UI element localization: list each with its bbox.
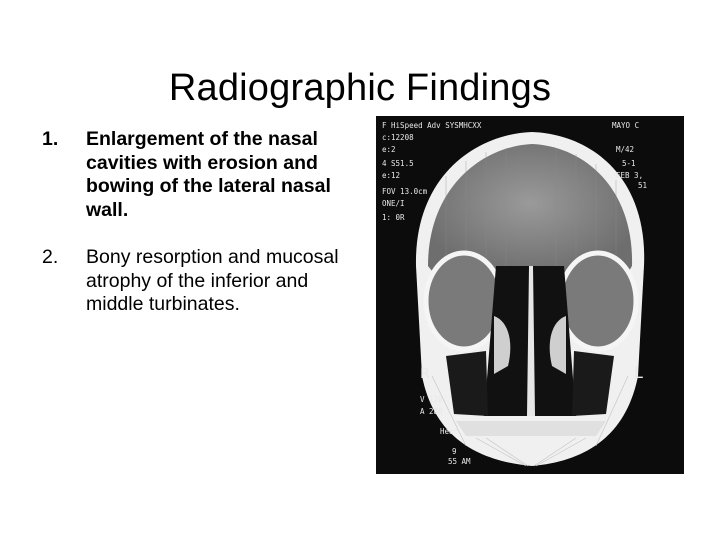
ct-overlay-text: 9 <box>452 447 457 456</box>
ct-overlay-text: e:12 <box>382 171 401 180</box>
ct-scan-image <box>376 116 684 474</box>
ct-overlay-text: 4 S51.5 <box>382 159 414 168</box>
ct-overlay-text: e:2 <box>382 145 396 154</box>
ct-overlay-text: Head <box>440 427 459 436</box>
palate <box>456 421 606 436</box>
ct-overlay-text: 55 AM <box>448 457 471 466</box>
ct-overlay-text: c:12208 <box>382 133 414 142</box>
side-marker-right: L <box>634 363 643 382</box>
slide-title: Radiographic Findings <box>168 67 552 110</box>
ct-overlay-text: ONE/I <box>382 199 405 208</box>
ct-overlay-text: V 120 <box>420 395 443 404</box>
finding-text: Bony resorption and mucosal atrophy of the inferior and middle turbinates. <box>86 246 339 315</box>
findings-list <box>42 128 362 317</box>
finding-text: Enlargement of the nasal cavities with erosion and bowing of the lateral nasal wall. <box>86 128 331 221</box>
finding-number: 2. <box>42 246 59 268</box>
ct-overlay-text: FEB 3, <box>616 171 644 180</box>
ct-scan-graphic <box>376 116 684 474</box>
finding-item <box>42 128 362 222</box>
right-orbit <box>560 253 636 349</box>
ct-overlay-text: 1: 0R <box>382 213 405 222</box>
ct-overlay-text: MAYO C <box>612 121 640 130</box>
ct-overlay-text: 51 <box>638 181 648 190</box>
finding-item <box>42 246 362 317</box>
ct-overlay-text: 5-1 <box>622 159 636 168</box>
finding-number: 1. <box>42 128 59 150</box>
ct-overlay-text: A 280 <box>420 407 443 416</box>
ct-overlay-text: FOV 13.0cm <box>382 187 428 196</box>
ct-overlay-text: M/42 <box>616 145 635 154</box>
ct-overlay-text: F HiSpeed Adv SYSMHCXX <box>382 121 482 130</box>
side-marker-left: R <box>420 366 430 382</box>
